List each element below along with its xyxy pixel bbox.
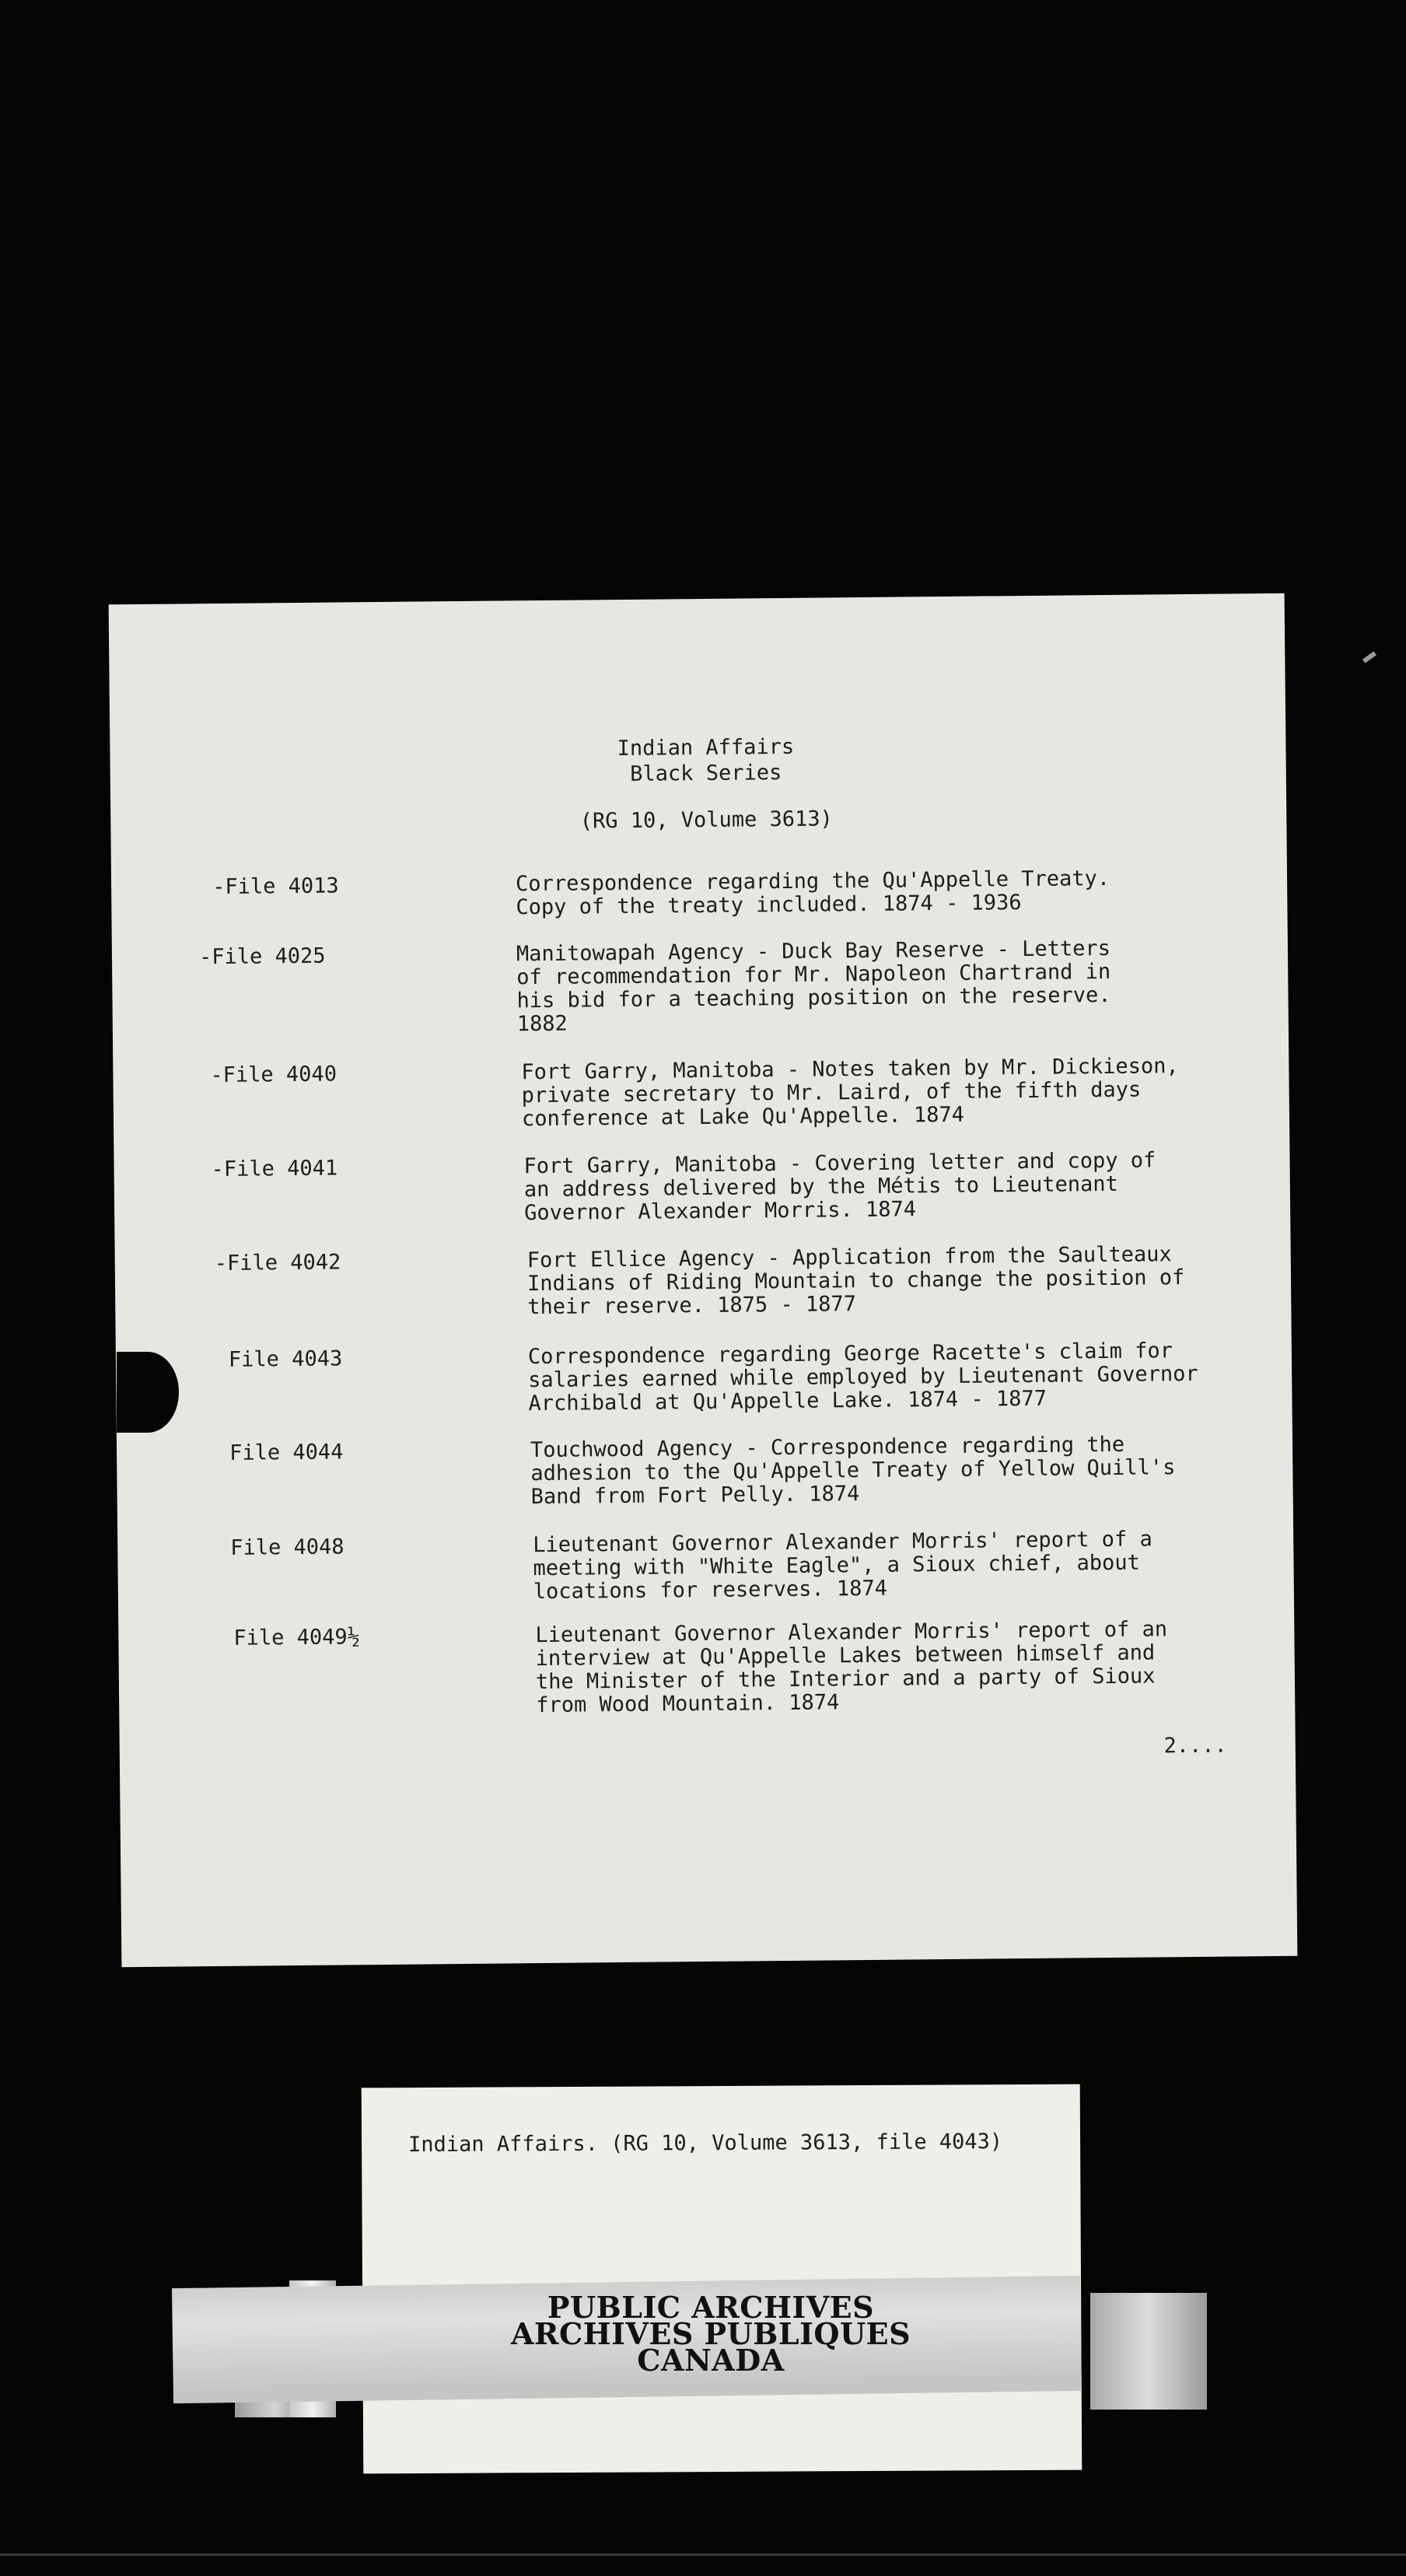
file-entry bbox=[118, 1617, 1294, 1718]
stamp-line-country: CANADA bbox=[637, 2343, 785, 2378]
continued-page-marker: 2.... bbox=[1163, 1733, 1227, 1759]
file-entry bbox=[114, 1148, 1289, 1226]
file-number: File 4049½ bbox=[233, 1625, 361, 1650]
file-number: File 4043 bbox=[228, 1346, 343, 1372]
file-description: Fort Garry, Manitoba - Notes taken by Mr. Dickieson, private secretary to Mr. Laird, of the fifth days conference at Lake Qu'Appelle. 1874 bbox=[521, 1054, 1179, 1132]
header-series: Black Series bbox=[630, 760, 782, 786]
archive-stamp-text bbox=[0, 2290, 1406, 2378]
file-description: Touchwood Agency - Correspondence regarding the adhesion to the Qu'Appelle Treaty of Yellow Quill's Band from Fort Pelly. 1874 bbox=[530, 1432, 1176, 1510]
file-description: Lieutenant Governor Alexander Morris' report of a meeting with "White Eagle", a Sioux chief, about locations for reserves. 1874 bbox=[533, 1527, 1152, 1605]
file-entry bbox=[113, 1054, 1289, 1132]
header-volume: (RG 10, Volume 3613) bbox=[579, 807, 834, 834]
scan-mark bbox=[1362, 651, 1376, 663]
file-description: Fort Garry, Manitoba - Covering letter and copy of an address delivered by the Métis to Lieutenant Governor Alexander Morris. 1874 bbox=[523, 1148, 1156, 1226]
file-entry bbox=[112, 936, 1288, 1037]
file-entry bbox=[111, 866, 1287, 920]
file-entry bbox=[116, 1339, 1292, 1416]
file-number: -File 4013 bbox=[212, 873, 339, 900]
document-page bbox=[109, 593, 1298, 1967]
file-number: -File 4042 bbox=[214, 1250, 341, 1276]
file-number: -File 4040 bbox=[210, 1062, 338, 1088]
binder-tab bbox=[117, 1352, 179, 1433]
file-number: -File 4041 bbox=[211, 1156, 338, 1182]
header-title: Indian Affairs bbox=[617, 734, 795, 761]
file-number: File 4048 bbox=[230, 1535, 345, 1560]
file-description: Correspondence regarding the Qu'Appelle Treaty. Copy of the treaty included. 1874 - 1936 bbox=[515, 866, 1110, 920]
file-description: Manitowapah Agency - Duck Bay Reserve - Letters of recommendation for Mr. Napoleon Chartrand in his bid for a teaching position on the reserve. 1882 bbox=[516, 936, 1111, 1037]
file-entry bbox=[117, 1432, 1292, 1510]
file-entry bbox=[115, 1242, 1291, 1320]
file-number: File 4044 bbox=[229, 1440, 344, 1465]
file-description: Lieutenant Governor Alexander Morris' report of an interview at Qu'Appelle Lakes between himself and the Minister of the Interior and a party of Sioux from Wood Mountain. 1874 bbox=[535, 1617, 1168, 1718]
file-number: -File 4025 bbox=[198, 943, 326, 970]
stamp-line-french: ARCHIVES PUBLIQUES bbox=[510, 2316, 911, 2351]
stamp-line-english: PUBLIC ARCHIVES bbox=[547, 2290, 875, 2325]
file-description: Correspondence regarding George Racette's claim for salaries earned while employed by Lieutenant Governor Archibald at Qu'Appelle Lake. 1874 - 1877 bbox=[527, 1339, 1198, 1416]
file-entry bbox=[117, 1527, 1293, 1605]
card-label: Indian Affairs. (RG 10, Volume 3613, file 4043) bbox=[408, 2130, 1003, 2158]
file-description: Fort Ellice Agency - Application from the Saulteaux Indians of Riding Mountain to change the position of their reserve. 1875 - 1877 bbox=[526, 1242, 1185, 1320]
scan-border-line bbox=[0, 2553, 1406, 2556]
